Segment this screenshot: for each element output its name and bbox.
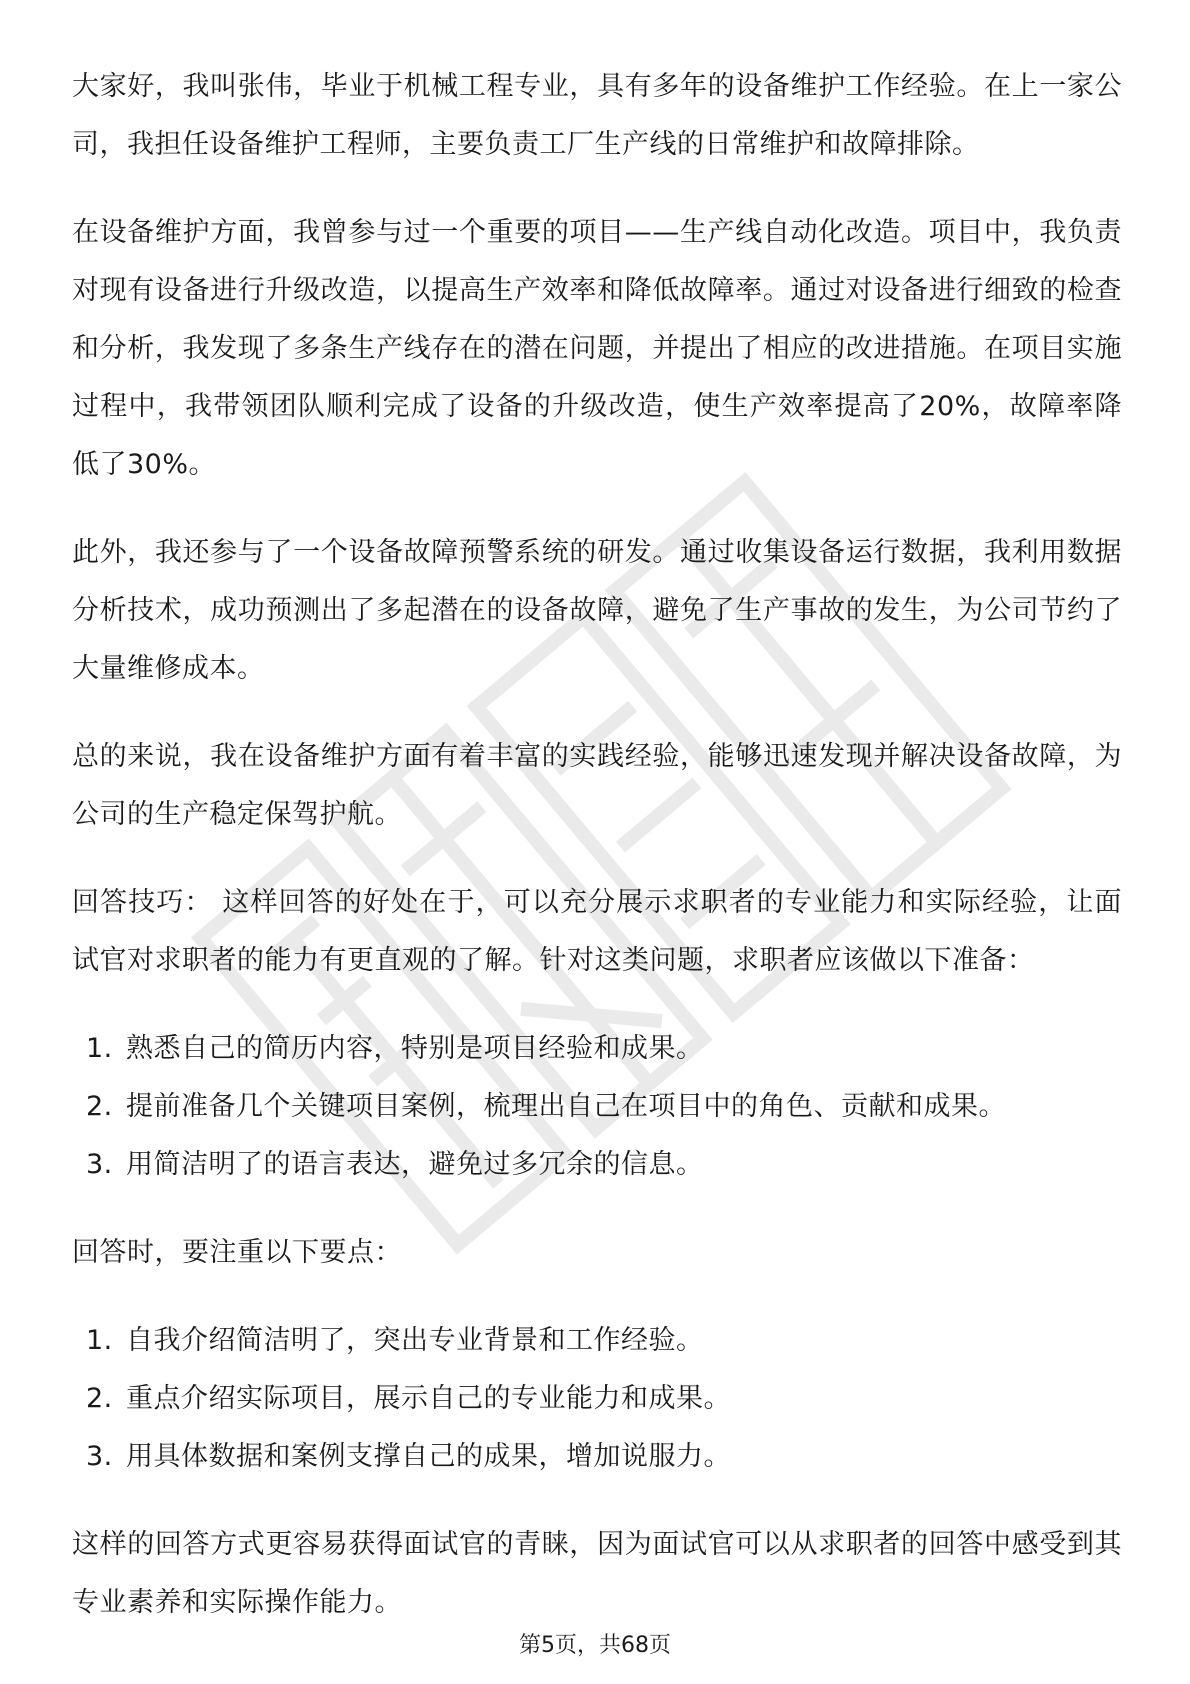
page-number: 第5页，共68页	[519, 1633, 671, 1658]
paragraph-key-points-intro: 回答时，要注重以下要点：	[72, 1237, 402, 1268]
list-item-text: 用简洁明了的语言表达，避免过多冗余的信息。	[126, 1149, 704, 1180]
paragraph-self-intro: 大家好，我叫张伟，毕业于机械工程专业，具有多年的设备维护工作经验。在上一家公司，我担任设备维护工程师，主要负责工厂生产线的日常维护和故障排除。	[72, 71, 1122, 160]
list-item-number: 3.	[86, 1149, 113, 1180]
list-item-number: 2.	[86, 1091, 113, 1122]
key-points-list	[72, 1312, 1122, 1486]
paragraph-summary: 总的来说，我在设备维护方面有着丰富的实践经验，能够迅速发现并解决设备故障，为公司的生产稳定保驾护航。	[72, 741, 1122, 830]
list-item	[72, 1370, 1122, 1428]
paragraph-project-automation: 在设备维护方面，我曾参与过一个重要的项目——生产线自动化改造。项目中，我负责对现有设备进行升级改造，以提高生产效率和降低故障率。通过对设备进行细致的检查和分析，我发现了多条生产线存在的潜在问题，并提出了相应的改进措施。在项目实施过程中，我带领团队顺利完成了设备的升级改造，使生产效率提高了20%，故障率降低了30%。	[72, 217, 1122, 480]
list-item	[72, 1020, 1122, 1078]
list-item-number: 1.	[86, 1033, 113, 1064]
list-item-number: 3.	[86, 1441, 113, 1472]
list-item-text: 熟悉自己的简历内容，特别是项目经验和成果。	[126, 1033, 704, 1064]
list-item-number: 1.	[86, 1325, 113, 1356]
list-item-text: 重点介绍实际项目，展示自己的专业能力和成果。	[126, 1383, 731, 1414]
document-body	[72, 58, 1122, 1662]
list-item-text: 自我介绍简洁明了，突出专业背景和工作经验。	[126, 1325, 704, 1356]
list-item	[72, 1428, 1122, 1486]
paragraph-answer-tips: 回答技巧： 这样回答的好处在于，可以充分展示求职者的专业能力和实际经验，让面试官对求职者的能力有更直观的了解。针对这类问题，求职者应该做以下准备：	[72, 887, 1122, 976]
preparation-list	[72, 1020, 1122, 1194]
list-item-number: 2.	[86, 1383, 113, 1414]
list-item	[72, 1078, 1122, 1136]
list-item-text: 用具体数据和案例支撑自己的成果，增加说服力。	[126, 1441, 731, 1472]
paragraph-conclusion: 这样的回答方式更容易获得面试官的青睐，因为面试官可以从求职者的回答中感受到其专业素养和实际操作能力。	[72, 1529, 1122, 1618]
list-item	[72, 1136, 1122, 1194]
list-item	[72, 1312, 1122, 1370]
list-item-text: 提前准备几个关键项目案例，梳理出自己在项目中的角色、贡献和成果。	[126, 1091, 1006, 1122]
paragraph-project-warning-system: 此外，我还参与了一个设备故障预警系统的研发。通过收集设备运行数据，我利用数据分析技术，成功预测出了多起潜在的设备故障，避免了生产事故的发生，为公司节约了大量维修成本。	[72, 537, 1122, 684]
